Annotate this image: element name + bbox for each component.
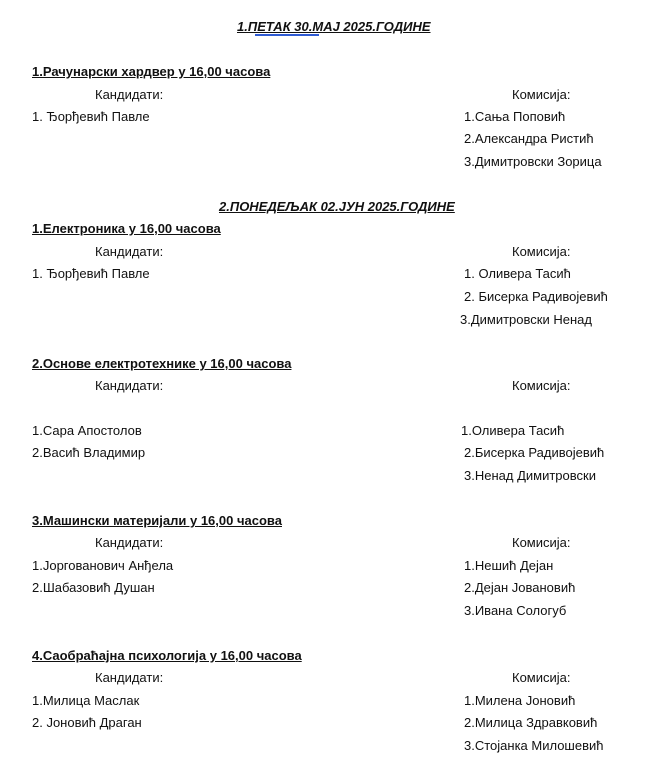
candidates-label: Кандидати: (95, 378, 164, 393)
commission-member: 1. Оливера Тасић (464, 266, 571, 281)
commission-member: 1.Нешић Дејан (464, 558, 554, 573)
commission-member: 2.Бисерка Радивојевић (464, 445, 605, 460)
candidate-item: 1.Јоргованович Анђела (32, 558, 174, 573)
commission-member: 3.Ненад Димитровски (464, 468, 596, 483)
commission-member: 2.Александра Ристић (464, 131, 594, 146)
candidate-item: 1. Ђорђевић Павле (32, 109, 150, 124)
candidate-item: 1.Сара Апостолов (32, 423, 142, 438)
commission-label: Комисија: (512, 378, 571, 393)
commission-member: 3.Димитровски Ненад (460, 312, 592, 327)
candidate-item: 1. Ђорђевић Павле (32, 266, 150, 281)
exam-title-electronics: 1.Електроника у 16,00 часова (32, 221, 221, 236)
candidate-item: 2.Васић Владимир (32, 445, 146, 460)
commission-member: 2. Бисерка Радивојевић (464, 289, 608, 304)
exam-title-psychology: 4.Саобраћајна психологија у 16,00 часова (32, 648, 302, 663)
candidates-label: Кандидати: (95, 670, 164, 685)
commission-member: 1.Оливера Тасић (461, 423, 565, 438)
commission-member: 3.Ивана Сологуб (464, 603, 567, 618)
commission-member: 3.Димитровски Зорица (464, 154, 602, 169)
day-heading-2: 2.ПОНЕДЕЉАК 02.ЈУН 2025.ГОДИНЕ (219, 199, 455, 214)
commission-member: 1.Сања Поповић (464, 109, 566, 124)
commission-member: 1.Милена Јоновић (464, 693, 576, 708)
candidate-item: 2.Шабазовић Душан (32, 580, 155, 595)
commission-member: 2.Дејан Јовановић (464, 580, 576, 595)
exam-title-materials: 3.Машински материјали у 16,00 часова (32, 513, 282, 528)
commission-label: Комисија: (512, 87, 571, 102)
candidates-label: Кандидати: (95, 535, 164, 550)
spellcheck-underline (255, 34, 319, 36)
commission-label: Комисија: (512, 670, 571, 685)
commission-label: Комисија: (512, 535, 571, 550)
commission-member: 2.Милица Здравковић (464, 715, 598, 730)
candidates-label: Кандидати: (95, 87, 164, 102)
candidates-label: Кандидати: (95, 244, 164, 259)
candidate-item: 2. Јоновић Драган (32, 715, 142, 730)
candidate-item: 1.Милица Маслак (32, 693, 140, 708)
exam-title-hardware: 1.Рачунарски хардвер у 16,00 часова (32, 64, 271, 79)
commission-label: Комисија: (512, 244, 571, 259)
exam-title-electrotechnics: 2.Основе електротехнике у 16,00 часова (32, 356, 292, 371)
commission-member: 3.Стојанка Милошевић (464, 738, 604, 753)
day-heading-1: 1.ПЕТАК 30.МАЈ 2025.ГОДИНЕ (237, 19, 431, 34)
